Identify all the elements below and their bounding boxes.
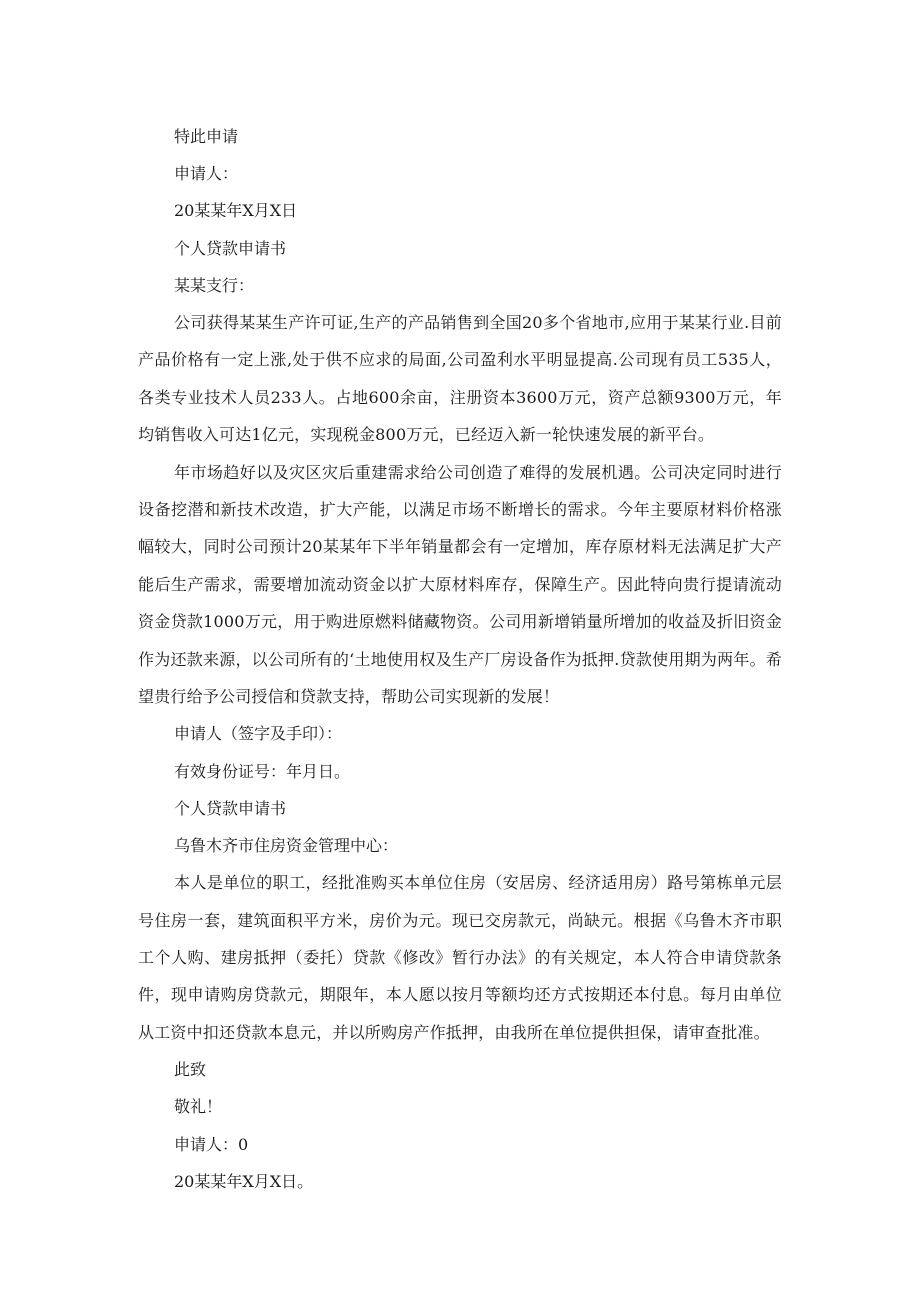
loan-request-paragraph: 年市场趋好以及灾区灾后重建需求给公司创造了难得的发展机遇。公司决定同时进行设备挖潜和新技术改造，扩大产能，以满足市场不断增长的需求。今年主要原材料价格涨幅较大，同时公司预计20某某年下半年销量都会有一定增加，库存原材料无法满足扩大产能后生产需求，需要增加流动资金以扩大原材料库存，保障生产。因此特向贵行提请流动资金贷款1000万元，用于购进原燃料储藏物资。公司用新增销量所增加的收益及折旧资金作为还款来源，以公司所有的‘土地使用权及生产厂房设备作为抵押.贷款使用期为两年。希望贵行给予公司授信和贷款支持，帮助公司实现新的发展！ (138, 462, 782, 706)
section-title: 个人贷款申请书 (174, 238, 287, 258)
section-title: 个人贷款申请书 (174, 798, 287, 818)
recipient-bank: 某某支行： (174, 275, 255, 295)
closing-request-text: 特此申请 (174, 127, 239, 146)
regards-line: 敬礼！ (174, 1097, 223, 1117)
recipient-center: 乌鲁木齐市住房资金管理中心： (174, 835, 399, 855)
applicant-label: 申请人：0 (174, 1134, 249, 1154)
id-number-label: 有效身份证号：年月日。 (174, 761, 351, 781)
signature-label: 申请人（签字及手印）： (174, 724, 343, 744)
salutation-line: 此致 (174, 1060, 207, 1080)
document-page (138, 118, 782, 1200)
date-line: 20某某年X月X日 (174, 201, 298, 221)
company-intro-paragraph: 公司获得某某生产许可证,生产的产品销售到全国20多个省地市,应用于某某行业.目前产品价格有一定上涨,处于供不应求的局面,公司盈利水平明显提高.公司现有员工535人，各类专业技术人员233人。占地600余亩，注册资本3600万元，资产总额9300万元，年均销售收入可达1亿元，实现税金800万元，已经迈入新一轮快速发展的新平台。 (138, 312, 782, 445)
applicant-label: 申请人： (174, 164, 239, 184)
date-line: 20某某年X月X日。 (174, 1171, 314, 1191)
housing-loan-paragraph: 本人是单位的职工，经批准购买本单位住房（安居房、经济适用房）路号第栋单元层号住房一套，建筑面积平方米，房价为元。现已交房款元，尚缺元。根据《乌鲁木齐市职工个人购、建房抵押（委托）贷款《修改》暂行办法》的有关规定，本人符合申请贷款条件，现申请购房贷款元，期限年，本人愿以按月等额均还方式按期还本付息。每月由单位从工资中扣还贷款本息元，并以所购房产作抵押，由我所在单位提供担保，请审查批准。 (138, 873, 782, 1042)
